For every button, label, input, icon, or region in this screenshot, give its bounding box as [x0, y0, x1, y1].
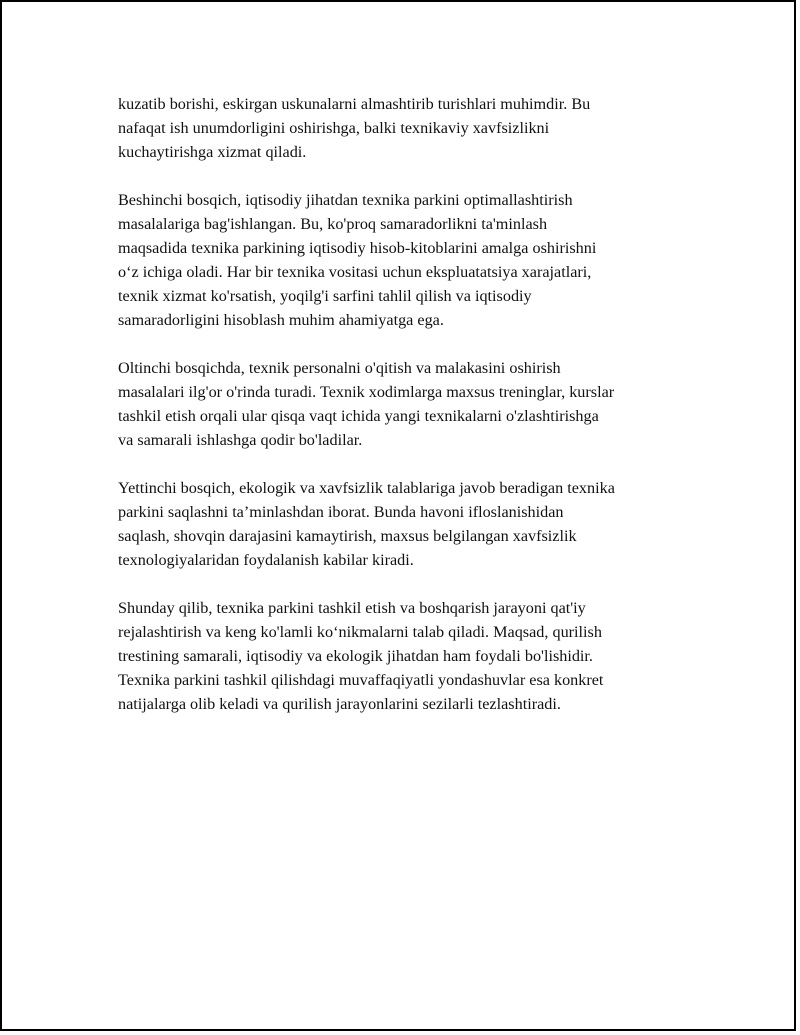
text-line: va samarali ishlashga qodir bo'ladilar.: [118, 431, 363, 449]
text-line: Texnika parkini tashkil qilishdagi muvaffaqiyatli yondashuvlar esa konkret: [118, 671, 604, 689]
text-line: kuchaytirishga xizmat qiladi.: [118, 143, 307, 161]
text-line: Oltinchi bosqichda, texnik personalni o'qitish va malakasini oshirish: [118, 359, 561, 377]
text-line: texnologiyalaridan foydalanish kabilar kiradi.: [118, 551, 414, 569]
paragraph-1: [118, 92, 693, 164]
paragraph-5: [118, 596, 693, 716]
text-line: tashkil etish orqali ular qisqa vaqt ichida yangi texnikalarni o'zlashtirishga: [118, 407, 599, 425]
text-line: Beshinchi bosqich, iqtisodiy jihatdan texnika parkini optimallashtirish: [118, 191, 573, 209]
text-line: maqsadida texnika parkining iqtisodiy hisob-kitoblarini amalga oshirishni: [118, 239, 597, 257]
text-line: texnik xizmat ko'rsatish, yoqilg'i sarfini tahlil qilish va iqtisodiy: [118, 287, 532, 305]
text-line: kuzatib borishi, eskirgan uskunalarni almashtirib turishlari muhimdir. Bu: [118, 95, 591, 113]
document-body: [118, 92, 693, 740]
text-line: samaradorligini hisoblash muhim ahamiyatga ega.: [118, 311, 444, 329]
text-line: rejalashtirish va keng ko'lamli ko‘nikmalarni talab qiladi. Maqsad, qurilish: [118, 623, 602, 641]
text-line: natijalarga olib keladi va qurilish jarayonlarini sezilarli tezlashtiradi.: [118, 695, 561, 713]
paragraph-2: [118, 188, 693, 332]
text-line: trestining samarali, iqtisodiy va ekologik jihatdan ham foydali bo'lishidir.: [118, 647, 593, 665]
text-line: saqlash, shovqin darajasini kamaytirish, maxsus belgilangan xavfsizlik: [118, 527, 577, 545]
text-line: masalalariga bag'ishlangan. Bu, ko'proq samaradorlikni ta'minlash: [118, 215, 548, 233]
paragraph-3: [118, 356, 693, 452]
text-line: o‘z ichiga oladi. Har bir texnika vositasi uchun ekspluatatsiya xarajatlari,: [118, 263, 592, 281]
text-line: masalalari ilg'or o'rinda turadi. Texnik xodimlarga maxsus treninglar, kurslar: [118, 383, 615, 401]
text-line: nafaqat ish unumdorligini oshirishga, balki texnikaviy xavfsizlikni: [118, 119, 550, 137]
paragraph-4: [118, 476, 693, 572]
text-line: Yettinchi bosqich, ekologik va xavfsizlik talablariga javob beradigan texnika: [118, 479, 615, 497]
text-line: parkini saqlashni ta’minlashdan iborat. Bunda havoni ifloslanishidan: [118, 503, 564, 521]
text-line: Shunday qilib, texnika parkini tashkil etish va boshqarish jarayoni qat'iy: [118, 599, 586, 617]
